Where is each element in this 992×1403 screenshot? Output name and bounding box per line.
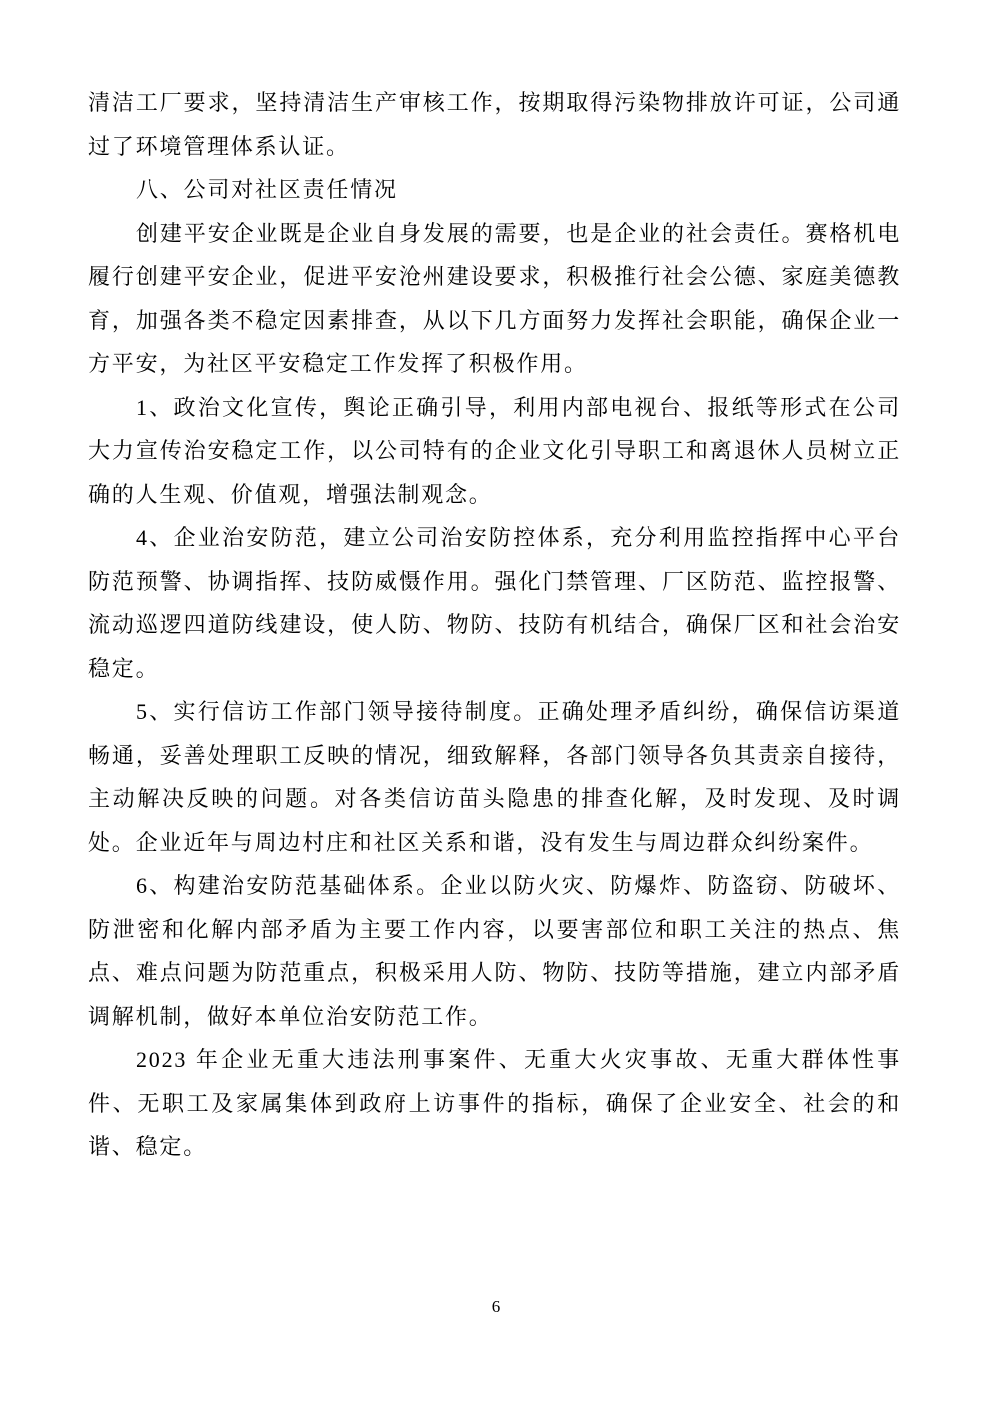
paragraph-item-6-security-foundation: 6、构建治安防范基础体系。企业以防火灾、防爆炸、防盗窃、防破坏、防泄密和化解内部矛盾为主要工作内容，以要害部位和职工关注的热点、焦点、难点问题为防范重点，积极采用人防、物防、技防等措施，建立内部矛盾调解机制，做好本单位治安防范工作。 <box>88 873 901 1029</box>
document-body <box>88 81 901 1169</box>
paragraph-item-1-political-culture: 1、政治文化宣传，舆论正确引导，利用内部电视台、报纸等形式在公司大力宣传治安稳定工作，以公司特有的企业文化引导职工和离退休人员树立正确的人生观、价值观，增强法制观念。 <box>88 394 901 507</box>
paragraph-safe-enterprise-intro: 创建平安企业既是企业自身发展的需要，也是企业的社会责任。赛格机电履行创建平安企业，促进平安沧州建设要求，积极推行社会公德、家庭美德教育，加强各类不稳定因素排查，从以下几方面努力发挥社会职能，确保企业一方平安，为社区平安稳定工作发挥了积极作用。 <box>88 220 901 376</box>
paragraph-item-5-petition-reception: 5、实行信访工作部门领导接待制度。正确处理矛盾纠纷，确保信访渠道畅通，妥善处理职工反映的情况，细致解释，各部门领导各负其责亲自接待，主动解决反映的问题。对各类信访苗头隐患的排查化解，及时发现、及时调处。企业近年与周边村庄和社区关系和谐，没有发生与周边群众纠纷案件。 <box>88 699 901 855</box>
page-footer <box>0 1297 992 1317</box>
paragraph-2023-summary: 2023 年企业无重大违法刑事案件、无重大火灾事故、无重大群体性事件、无职工及家属集体到政府上访事件的指标，确保了企业安全、社会的和谐、稳定。 <box>88 1047 901 1159</box>
section-heading-community-responsibility: 八、公司对社区责任情况 <box>136 177 398 202</box>
page-number: 6 <box>491 1297 501 1316</box>
paragraph-item-4-security-prevention: 4、企业治安防范，建立公司治安防控体系，充分利用监控指挥中心平台防范预警、协调指挥、技防威慑作用。强化门禁管理、厂区防范、监控报警、流动巡逻四道防线建设，使人防、物防、技防有机结合，确保厂区和社会治安稳定。 <box>88 525 901 681</box>
paragraph-continuation: 清洁工厂要求，坚持清洁生产审核工作，按期取得污染物排放许可证，公司通过了环境管理体系认证。 <box>88 90 901 159</box>
